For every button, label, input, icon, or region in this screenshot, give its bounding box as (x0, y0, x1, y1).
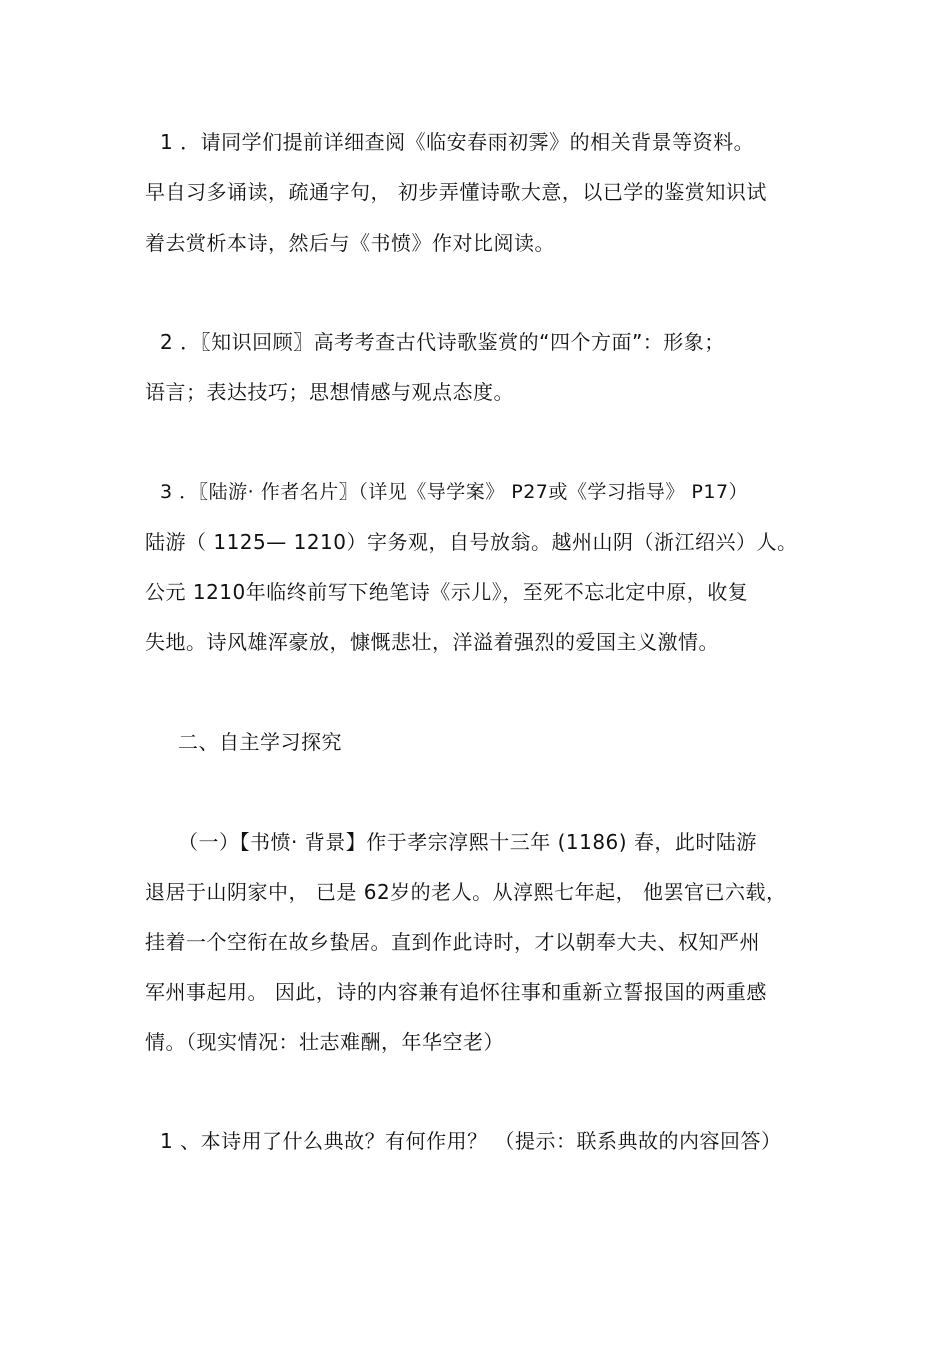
text-line: 军州事起用。 因此，诗的内容兼有追怀往事和重新立誓报国的两重感 (145, 980, 767, 1004)
text-line: （一）【书愤· 背景】作于孝宗淳熙十三年 (1186) 春，此时陆游 (178, 830, 757, 854)
text-line: 陆游（ 1125— 1210）字务观，自号放翁。越州山阴（浙江绍兴）人。 (145, 530, 798, 554)
section-heading: 二、自主学习探究 (178, 730, 342, 754)
text-line: 公元 1210年临终前写下绝笔诗《示儿》，至死不忘北定中原，收复 (145, 580, 749, 604)
question-line: 1 、本诗用了什么典故？有何作用？ （提示：联系典故的内容回答） (160, 1129, 782, 1153)
text-line: 1 ．请同学们提前详细查阅《临安春雨初霁》的相关背景等资料。 (160, 130, 755, 154)
text-line: 失地。诗风雄浑豪放，慷慨悲壮，洋溢着强烈的爱国主义激情。 (145, 630, 719, 654)
text-line: 早自习多诵读，疏通字句， 初步弄懂诗歌大意，以已学的鉴赏知识试 (145, 180, 767, 204)
text-line: 退居于山阴家中， 已是 62岁的老人。从淳熙七年起， 他罢官已六载， (145, 880, 787, 904)
text-line: 着去赏析本诗，然后与《书愤》作对比阅读。 (145, 231, 555, 255)
text-line: 3 ．〖陆游· 作者名片〗（详见《导学案》 P27或《学习指导》 P17） (160, 481, 749, 503)
text-line: 2 ．〖知识回顾〗高考考查古代诗歌鉴赏的“四个方面”：形象； (160, 330, 725, 354)
text-line: 挂着一个空衔在故乡蛰居。直到作此诗时，才以朝奉大夫、权知严州 (145, 930, 760, 954)
text-line: 语言；表达技巧；思想情感与观点态度。 (145, 380, 514, 404)
text-line: 情。（现实情况：壮志难酬，年华空老） (145, 1030, 504, 1054)
